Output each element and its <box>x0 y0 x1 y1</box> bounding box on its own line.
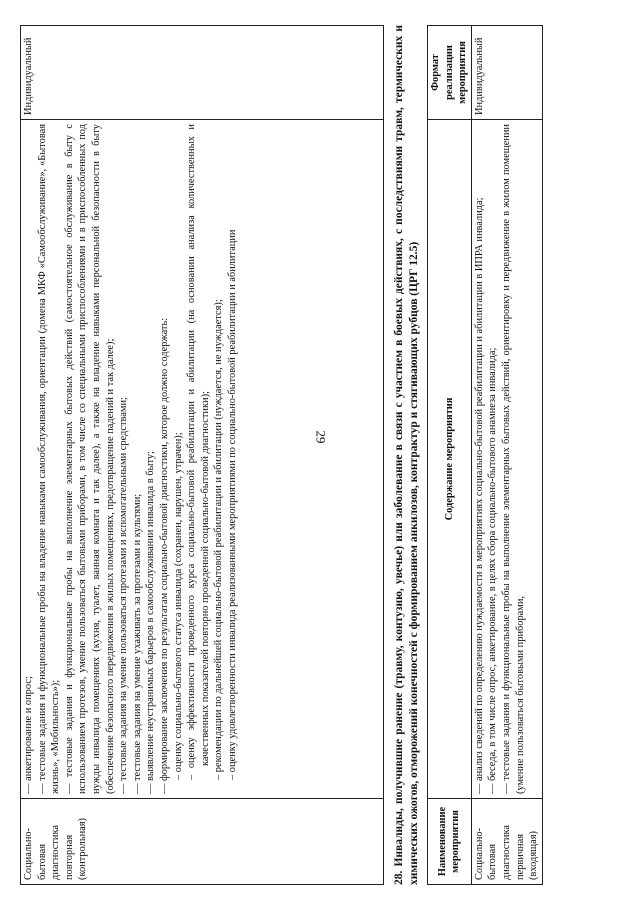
sub-list-item: – оценку социально-бытового статуса инвалида (сохранен, нарушен, утрачен); <box>172 432 184 780</box>
list-item: — тестовые задания на умение ухаживать за протезами и культями; <box>131 493 143 794</box>
list-item: — тестовые задания и функциональные пробы на выполнение элементарных бытовых действий, ориентировку и передвижение в жилом помещении (умение пользоваться бытовыми приборами, <box>500 124 526 794</box>
list-item: — тестовые задания и функциональные пробы на владение навыками самообслуживания, ориентации (домена МКФ «Самообслуживание», «Бытовая жизнь», «Мобильность»); <box>36 124 62 794</box>
column-header-name: Наименование мероприятия <box>428 799 472 885</box>
list-item: — тестовые задания на умение пользоваться протезами и вспомогательными средствами; <box>118 397 130 794</box>
rotated-page-content <box>20 25 585 885</box>
activities-table <box>427 25 543 885</box>
column-header-format: Формат реализации мероприятия <box>428 26 472 120</box>
activity-name-cell: Социально-бытовая диагностика повторная (контрольная) <box>21 799 384 885</box>
sub-list-item: – оценку эффективности проведенного курса социально-бытовой реабилитации и абилитации (на основании анализа количественных и качественных показателей повторно проведенной социально-бытовой диагностики); <box>186 124 211 780</box>
table-continued <box>20 25 384 885</box>
activity-name-cell: Социально-бытовая диагностика первичная (входящая) <box>471 799 542 885</box>
section-heading: 28. Инвалиды, получившие ранение (травму, контузию, увечье) или заболевание в связи с участием в боевых действиях, с последствиями травм, термических и химических ожогов, отморожений конечностей с формированием анкилозов, контрактур и стягивающих рубцов (ЦРГ 12.5) <box>393 25 420 885</box>
column-header-content: Содержание мероприятия <box>428 120 472 799</box>
list-item: — тестовые задания и функциональные пробы на выполнение элементарных бытовых действий (самостоятельное обслуживание в быту с использованием протезов, умение пользоваться бытовыми приборами, в том числе со специальными приспособлениями и в приспособленных под нужды инвалида помещениях (кухня, туалет, ванная комната и так далее), а также на владение навыками персональной безопасности в быту (обеспечение безопасного передвижения в жилых помещениях, предотвращение падений и так далее); <box>63 124 116 794</box>
table-header-row <box>428 26 472 885</box>
table-row <box>471 26 542 885</box>
activity-content-cell <box>21 120 384 799</box>
list-item: — анализ сведений по определению нуждаемости в мероприятиях социально-бытовой реабилитации и абилитации в ИПРА инвалида; <box>473 197 485 794</box>
format-cell: Индивидуальный <box>21 26 384 120</box>
sub-list-item: – оценку удовлетворенности инвалида реализованными мероприятиями по социально-бытовой реабилитации и абилитации <box>226 229 238 780</box>
list-item: — анкетирование и опрос; <box>23 676 34 794</box>
page-number: 29 <box>313 430 328 444</box>
list-item: — выявление неустранимых барьеров в самообслуживании инвалида в быту; <box>145 451 157 794</box>
table-row <box>21 26 384 885</box>
activity-content-cell <box>471 120 542 799</box>
list-item: — беседа, в том числе опрос, анкетирование, в целях сбора социально-бытового анамнеза инвалида; <box>487 347 499 794</box>
format-cell: Индивидуальный <box>471 26 542 120</box>
sub-list-item: – рекомендации по дальнейшей социально-бытовой реабилитации и абилитации (нуждается, не нуждается); <box>213 299 225 780</box>
list-item: — формирование заключения по результатам социально-бытовой диагностики, которое должно содержать: <box>158 317 170 794</box>
